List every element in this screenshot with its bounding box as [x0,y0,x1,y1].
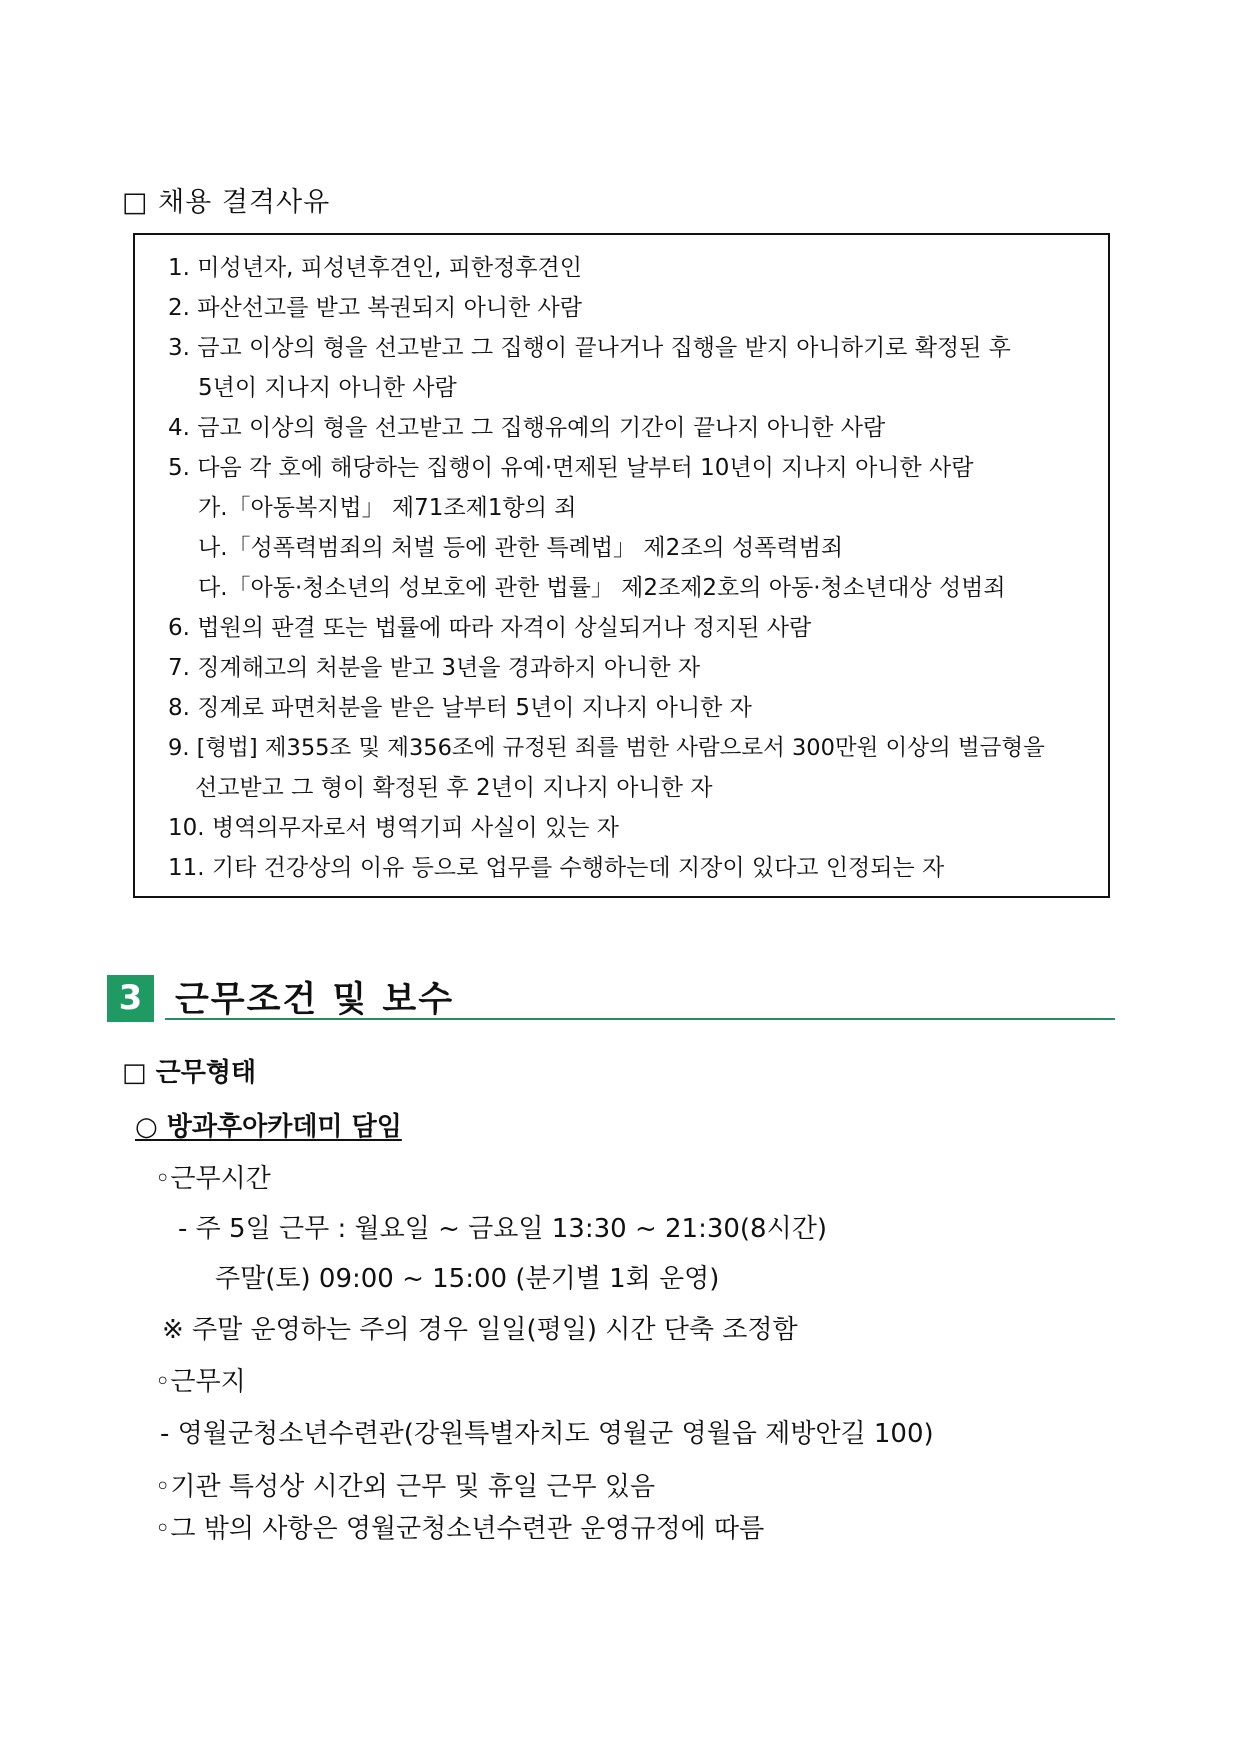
list-item: 7. 징계해고의 처분을 받고 3년을 경과하지 아니한 자 [168,655,701,681]
work-type-heading: □ 근무형태 [122,1058,257,1088]
list-item: 8. 징계로 파면처분을 받은 날부터 5년이 지나지 아니한 자 [168,695,752,721]
list-item: 3. 금고 이상의 형을 선고받고 그 집행이 끝나거나 집행을 받지 아니하기로 확정된 후 [168,335,1011,361]
work-place-label: ◦근무지 [155,1367,246,1397]
work-hours-weekday: - 주 5일 근무 : 월요일 ~ 금요일 13:30 ~ 21:30(8시간) [178,1214,827,1244]
list-item: 다.「아동·청소년의 성보호에 관한 법률」 제2조제2호의 아동·청소년대상 성범죄 [198,575,1006,601]
section-title: 근무조건 및 보수 [175,980,455,1020]
list-item: 가.「아동복지법」 제71조제1항의 죄 [198,495,577,521]
section-heading-disqualification: □ 채용 결격사유 [122,187,331,218]
list-item: 11. 기타 건강상의 이유 등으로 업무를 수행하는데 지장이 있다고 인정되는 자 [168,855,945,881]
list-item: 선고받고 그 형이 확정된 후 2년이 지나지 아니한 자 [195,775,713,801]
section-divider [165,1018,1115,1020]
list-item: 2. 파산선고를 받고 복권되지 아니한 사람 [168,295,582,321]
list-item: 5년이 지나지 아니한 사람 [198,375,457,401]
list-item: 10. 병역의무자로서 병역기피 사실이 있는 자 [168,815,619,841]
list-item: 5. 다음 각 호에 해당하는 집행이 유예·면제된 날부터 10년이 지나지 아니한 사람 [168,455,974,481]
list-item: 9. [형법] 제355조 및 제356조에 규정된 죄를 범한 사람으로서 300만원 이상의 벌금형을 [168,735,1045,761]
position-title: ○ 방과후아카데미 담임 [135,1112,402,1142]
weekend-note: ※ 주말 운영하는 주의 경우 일일(평일) 시간 단축 조정함 [162,1315,798,1345]
list-item: 6. 법원의 판결 또는 법률에 따라 자격이 상실되거나 정지된 사람 [168,615,812,641]
work-place-address: - 영월군청소년수련관(강원특별자치도 영월군 영월읍 제방안길 100) [160,1419,934,1449]
work-hours-label: ◦근무시간 [155,1164,271,1194]
list-item: 1. 미성년자, 피성년후견인, 피한정후견인 [168,255,582,281]
list-item: 나.「성폭력범죄의 처벌 등에 관한 특례법」 제2조의 성폭력범죄 [198,535,844,561]
overtime-note: ◦기관 특성상 시간외 근무 및 휴일 근무 있음 [155,1472,656,1502]
section-number-badge: 3 [107,975,154,1022]
work-hours-weekend: 주말(토) 09:00 ~ 15:00 (분기별 1회 운영) [215,1264,720,1294]
regulation-note: ◦그 밖의 사항은 영월군청소년수련관 운영규정에 따름 [155,1514,765,1544]
list-item: 4. 금고 이상의 형을 선고받고 그 집행유예의 기간이 끝나지 아니한 사람 [168,415,886,441]
disqualification-box [133,233,1110,898]
